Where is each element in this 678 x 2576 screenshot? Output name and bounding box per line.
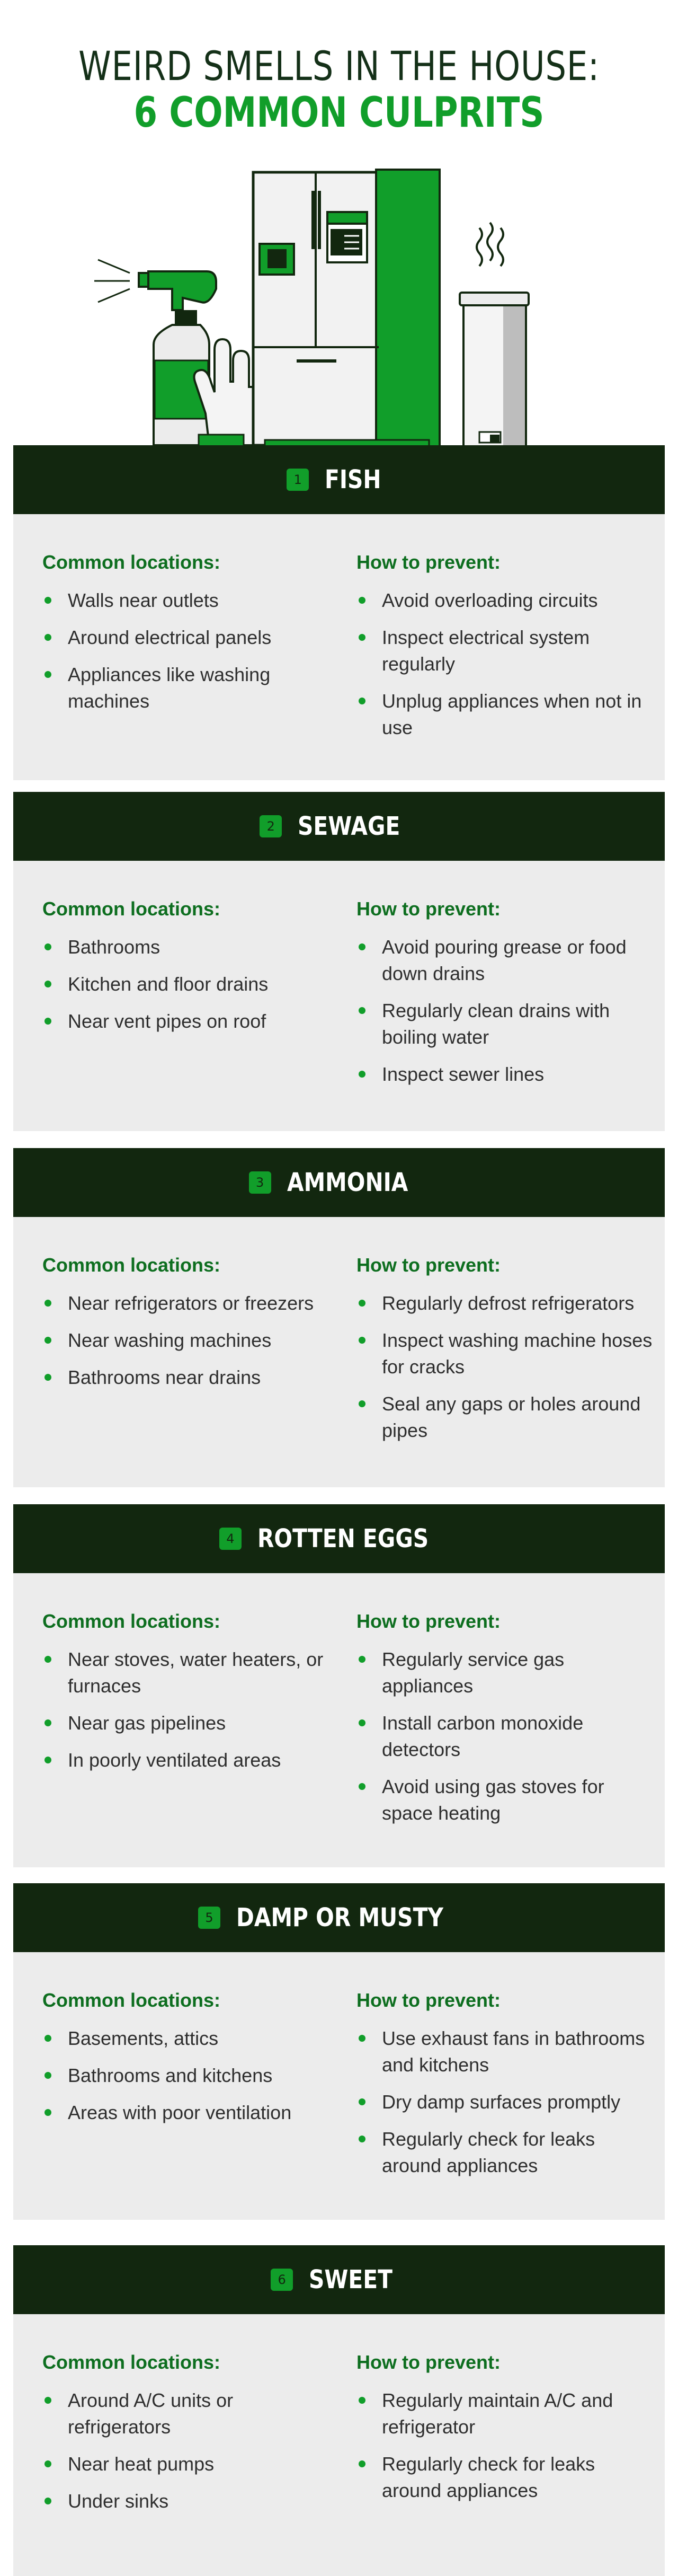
- how-to-prevent-column: [356, 1610, 653, 1837]
- locations-list: [42, 1290, 339, 1391]
- list-item: Inspect washing machine hoses for cracks: [356, 1327, 653, 1380]
- smell-card-5: [13, 1883, 665, 2220]
- trash-can-icon: [460, 293, 529, 446]
- number-badge: 1: [287, 469, 309, 491]
- list-item: Kitchen and floor drains: [42, 971, 339, 998]
- list-item: Regularly check for leaks around appliances: [356, 2451, 653, 2504]
- list-item: Inspect electrical system regularly: [356, 624, 653, 677]
- spray-bottle-icon: [94, 260, 216, 445]
- how-to-prevent-heading: How to prevent:: [356, 1989, 501, 2011]
- card-header: [13, 2245, 665, 2314]
- number-badge: 4: [219, 1528, 242, 1550]
- locations-list: [42, 934, 339, 1035]
- refrigerator-icon: [253, 170, 440, 448]
- common-locations-heading: Common locations:: [42, 1989, 221, 2011]
- title-line-1: WEIRD SMELLS IN THE HOUSE:: [78, 42, 600, 90]
- card-title: AMMONIA: [287, 1168, 408, 1197]
- list-item: Use exhaust fans in bathrooms and kitchens: [356, 2025, 653, 2078]
- common-locations-heading: Common locations:: [42, 2351, 221, 2373]
- list-item: Near gas pipelines: [42, 1710, 339, 1736]
- list-item: Avoid pouring grease or food down drains: [356, 934, 653, 987]
- list-item: Under sinks: [42, 2488, 339, 2515]
- card-header: [13, 1504, 665, 1573]
- prevention-list: [356, 587, 653, 741]
- list-item: Around electrical panels: [42, 624, 339, 651]
- card-title: ROTTEN EGGS: [257, 1524, 429, 1554]
- household-illustration: [0, 159, 678, 448]
- common-locations-heading: Common locations:: [42, 1610, 221, 1632]
- list-item: Near heat pumps: [42, 2451, 339, 2477]
- smell-card-6: [13, 2245, 665, 2576]
- hero: [0, 0, 678, 445]
- list-item: Near refrigerators or freezers: [42, 1290, 339, 1317]
- common-locations-column: [42, 1989, 339, 2137]
- prevention-list: [356, 2387, 653, 2504]
- common-locations-column: [42, 1254, 339, 1401]
- odor-wavy-lines-icon: [477, 223, 503, 266]
- card-header: [13, 1148, 665, 1217]
- list-item: Areas with poor ventilation: [42, 2099, 339, 2126]
- list-item: Regularly clean drains with boiling water: [356, 998, 653, 1051]
- how-to-prevent-column: [356, 551, 653, 752]
- list-item: Near washing machines: [42, 1327, 339, 1354]
- how-to-prevent-heading: How to prevent:: [356, 1254, 501, 1276]
- card-title: DAMP OR MUSTY: [236, 1903, 443, 1933]
- list-item: Dry damp surfaces promptly: [356, 2089, 653, 2115]
- common-locations-column: [42, 898, 339, 1045]
- how-to-prevent-column: [356, 1989, 653, 2190]
- common-locations-heading: Common locations:: [42, 1254, 221, 1276]
- list-item: Walls near outlets: [42, 587, 339, 614]
- list-item: Unplug appliances when not in use: [356, 688, 653, 741]
- list-item: Near stoves, water heaters, or furnaces: [42, 1646, 339, 1699]
- number-badge: 5: [198, 1907, 220, 1929]
- title-line-2: 6 COMMON CULPRITS: [133, 89, 545, 137]
- list-item: Around A/C units or refrigerators: [42, 2387, 339, 2440]
- how-to-prevent-heading: How to prevent:: [356, 551, 501, 573]
- common-locations-heading: Common locations:: [42, 898, 221, 920]
- list-item: Regularly defrost refrigerators: [356, 1290, 653, 1317]
- smell-card-2: [13, 792, 665, 1131]
- number-badge: 2: [260, 815, 282, 837]
- how-to-prevent-column: [356, 2351, 653, 2515]
- card-title: FISH: [325, 465, 381, 495]
- list-item: Bathrooms and kitchens: [42, 2062, 339, 2089]
- list-item: Regularly maintain A/C and refrigerator: [356, 2387, 653, 2440]
- smell-card-1: [13, 445, 665, 780]
- locations-list: [42, 2387, 339, 2515]
- number-badge: 3: [249, 1171, 271, 1194]
- locations-list: [42, 587, 339, 714]
- list-item: Bathrooms: [42, 934, 339, 960]
- common-locations-column: [42, 2351, 339, 2525]
- prevention-list: [356, 2025, 653, 2179]
- number-badge: 6: [271, 2269, 293, 2291]
- common-locations-column: [42, 551, 339, 725]
- locations-list: [42, 1646, 339, 1774]
- card-header: [13, 445, 665, 514]
- how-to-prevent-heading: How to prevent:: [356, 1610, 501, 1632]
- prevention-list: [356, 934, 653, 1088]
- locations-list: [42, 2025, 339, 2126]
- card-header: [13, 1883, 665, 1952]
- list-item: Near vent pipes on roof: [42, 1008, 339, 1035]
- how-to-prevent-heading: How to prevent:: [356, 2351, 501, 2373]
- common-locations-column: [42, 1610, 339, 1784]
- list-item: Regularly check for leaks around appliances: [356, 2126, 653, 2179]
- prevention-list: [356, 1646, 653, 1827]
- list-item: Regularly service gas appliances: [356, 1646, 653, 1699]
- how-to-prevent-column: [356, 1254, 653, 1454]
- card-title: SEWAGE: [298, 811, 400, 841]
- list-item: In poorly ventilated areas: [42, 1747, 339, 1774]
- list-item: Avoid using gas stoves for space heating: [356, 1774, 653, 1827]
- common-locations-heading: Common locations:: [42, 551, 221, 573]
- prevention-list: [356, 1290, 653, 1444]
- card-title: SWEET: [309, 2265, 393, 2295]
- how-to-prevent-heading: How to prevent:: [356, 898, 501, 920]
- list-item: Bathrooms near drains: [42, 1364, 339, 1391]
- smell-card-3: [13, 1148, 665, 1487]
- list-item: Install carbon monoxide detectors: [356, 1710, 653, 1763]
- list-item: Inspect sewer lines: [356, 1061, 653, 1088]
- how-to-prevent-column: [356, 898, 653, 1098]
- list-item: Appliances like washing machines: [42, 661, 339, 714]
- list-item: Basements, attics: [42, 2025, 339, 2052]
- card-header: [13, 792, 665, 861]
- list-item: Avoid overloading circuits: [356, 587, 653, 614]
- list-item: Seal any gaps or holes around pipes: [356, 1391, 653, 1444]
- smell-card-4: [13, 1504, 665, 1867]
